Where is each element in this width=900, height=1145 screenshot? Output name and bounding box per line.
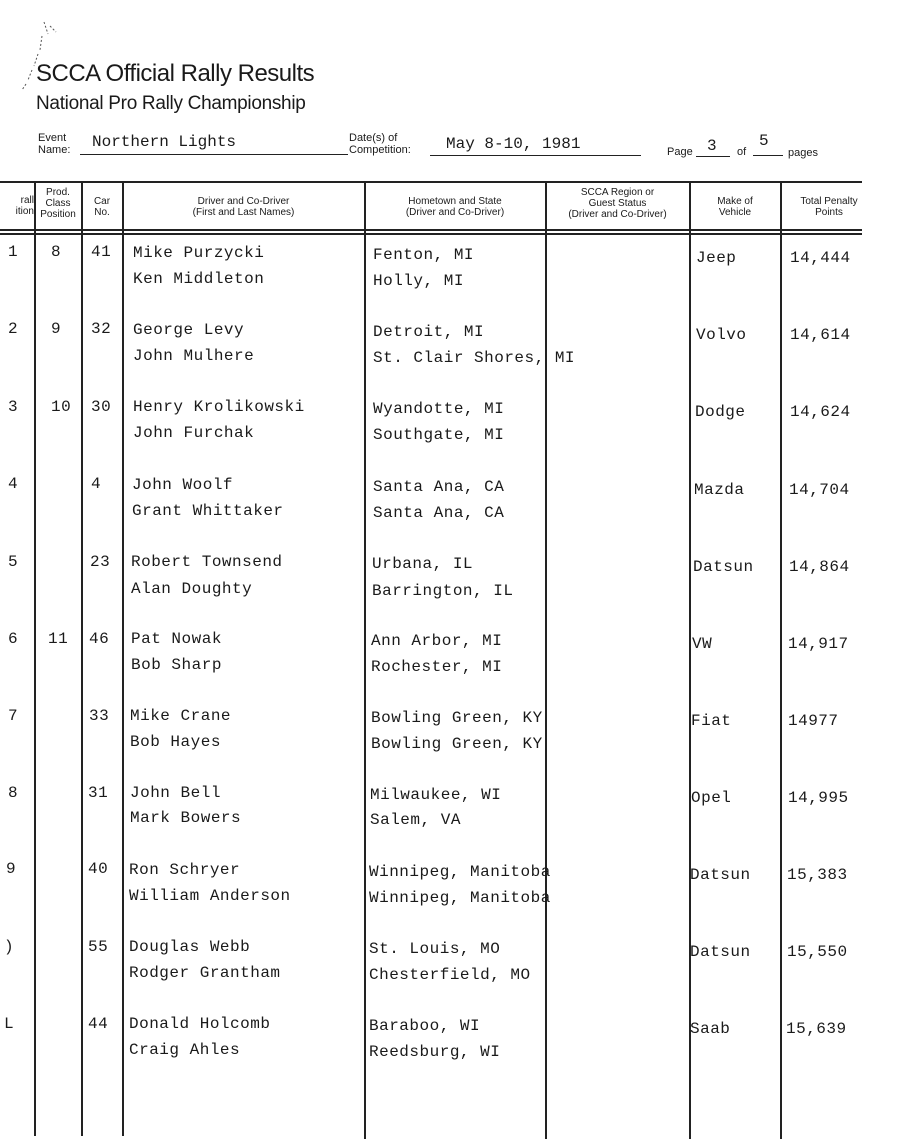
column-divider-4 [364,181,366,1139]
codriver-name: Rodger Grantham [129,964,281,982]
car-number: 40 [88,860,109,878]
penalty-points: 14,704 [789,481,850,499]
penalty-points: 15,550 [787,943,848,961]
page-subtitle: National Pro Rally Championship [36,93,306,114]
table-header-rule-2 [0,233,862,235]
codriver-hometown: Barrington, IL [372,582,514,600]
codriver-name: Bob Sharp [131,656,222,674]
penalty-points: 15,639 [786,1020,847,1038]
driver-hometown: St. Louis, MO [369,940,501,958]
col-header-class-position: Prod. Class Position [40,187,76,220]
car-number: 55 [88,938,109,956]
codriver-hometown: Winnipeg, Manitoba [369,889,551,907]
codriver-hometown: St. Clair Shores, MI [373,349,576,367]
codriver-hometown: Reedsburg, WI [369,1043,501,1061]
column-divider-1 [34,181,36,1136]
car-number: 44 [88,1015,109,1033]
car-number: 31 [88,784,109,802]
overall-position: L [4,1015,15,1033]
class-position: 11 [48,630,69,648]
overall-position: 9 [6,860,17,878]
codriver-hometown: Bowling Green, KY [371,735,543,753]
penalty-points: 14,624 [790,403,851,421]
event-name-value: Northern Lights [92,133,237,151]
vehicle-make: Datsun [693,558,754,576]
col-header-make: Make of Vehicle [717,196,753,218]
codriver-hometown: Rochester, MI [371,658,503,676]
codriver-hometown: Southgate, MI [373,426,505,444]
codriver-name: Craig Ahles [129,1041,241,1059]
page-number: 3 [707,137,717,155]
table-header-rule-1 [0,229,862,231]
driver-name: Donald Holcomb [129,1015,271,1033]
codriver-name: John Mulhere [133,347,255,365]
overall-position: 8 [8,784,19,802]
vehicle-make: Datsun [690,866,751,884]
overall-position: ) [4,938,15,956]
vehicle-make: Volvo [696,326,747,344]
codriver-hometown: Holly, MI [373,272,464,290]
codriver-name: Mark Bowers [130,809,242,827]
class-position: 9 [51,320,62,338]
event-label-line-2: Name: [38,144,71,156]
page-title: SCCA Official Rally Results [36,60,315,87]
overall-position: 7 [8,707,19,725]
driver-name: Douglas Webb [129,938,251,956]
codriver-hometown: Salem, VA [370,811,461,829]
codriver-name: John Furchak [133,424,255,442]
col-header-penalty: Total Penalty Points [800,196,858,218]
codriver-hometown: Santa Ana, CA [373,504,505,522]
car-number: 30 [91,398,112,416]
driver-hometown: Winnipeg, Manitoba [369,863,551,881]
page-total-underline [753,155,783,156]
codriver-name: William Anderson [129,887,291,905]
column-divider-6 [689,181,691,1139]
page-total: 5 [759,132,769,150]
class-position: 8 [51,243,62,261]
vehicle-make: VW [692,635,713,653]
codriver-name: Grant Whittaker [132,502,284,520]
overall-position: 6 [8,630,19,648]
car-number: 32 [91,320,112,338]
driver-hometown: Detroit, MI [373,323,485,341]
car-number: 33 [89,707,110,725]
driver-name: Ron Schryer [129,861,241,879]
vehicle-make: Datsun [690,943,751,961]
overall-position: 3 [8,398,19,416]
penalty-points: 14,614 [790,326,851,344]
pages-label: pages [788,147,818,159]
vehicle-make: Opel [691,789,732,807]
driver-hometown: Fenton, MI [373,246,475,264]
codriver-name: Bob Hayes [130,733,221,751]
driver-hometown: Ann Arbor, MI [371,632,503,650]
vehicle-make: Dodge [695,403,746,421]
driver-name: George Levy [133,321,245,339]
driver-hometown: Santa Ana, CA [373,478,505,496]
dates-label-line-2: Competition: [349,144,411,156]
overall-position: 5 [8,553,19,571]
column-divider-7 [780,181,782,1139]
column-divider-3 [122,181,124,1136]
vehicle-make: Saab [690,1020,731,1038]
driver-name: Pat Nowak [131,630,222,648]
codriver-name: Ken Middleton [133,270,265,288]
driver-name: Mike Purzycki [133,244,265,262]
driver-name: John Woolf [132,476,234,494]
overall-position: 4 [8,475,19,493]
driver-name: Robert Townsend [131,553,283,571]
driver-hometown: Bowling Green, KY [371,709,543,727]
driver-hometown: Urbana, IL [372,555,474,573]
event-label-line-1: Event [38,132,67,144]
driver-name: Mike Crane [130,707,232,725]
overall-position: 2 [8,320,19,338]
vehicle-make: Mazda [694,481,745,499]
driver-name: John Bell [130,784,221,802]
column-divider-5 [545,181,547,1139]
car-number: 46 [89,630,110,648]
col-header-region: SCCA Region or Guest Status (Driver and Co-Driver) [568,187,667,220]
of-label: of [737,146,747,158]
penalty-points: 14,917 [788,635,849,653]
page-number-underline [696,156,730,157]
table-top-rule [0,181,862,183]
dates-value: May 8-10, 1981 [446,135,581,153]
driver-hometown: Wyandotte, MI [373,400,505,418]
driver-name: Henry Krolikowski [133,398,305,416]
codriver-name: Alan Doughty [131,580,253,598]
vehicle-make: Jeep [696,249,737,267]
col-header-hometown: Hometown and State (Driver and Co-Driver) [405,196,505,218]
penalty-points: 15,383 [787,866,848,884]
col-header-car-no: Car No. [93,196,111,218]
column-divider-2 [81,181,83,1136]
col-header-driver: Driver and Co-Driver (First and Last Names) [192,196,295,218]
car-number: 23 [90,553,111,571]
overall-position: 1 [8,243,19,261]
penalty-points: 14,444 [790,249,851,267]
dates-label-line-1: Date(s) of [349,132,398,144]
vehicle-make: Fiat [691,712,732,730]
col-header-overall: rall ition [15,195,34,217]
dates-underline [430,155,641,156]
page-label: Page [667,146,693,158]
car-number: 41 [91,243,112,261]
class-position: 10 [51,398,72,416]
penalty-points: 14977 [788,712,839,730]
codriver-hometown: Chesterfield, MO [369,966,531,984]
car-number: 4 [91,475,102,493]
driver-hometown: Baraboo, WI [369,1017,481,1035]
driver-hometown: Milwaukee, WI [370,786,502,804]
event-name-underline [80,154,348,155]
penalty-points: 14,864 [789,558,850,576]
penalty-points: 14,995 [788,789,849,807]
